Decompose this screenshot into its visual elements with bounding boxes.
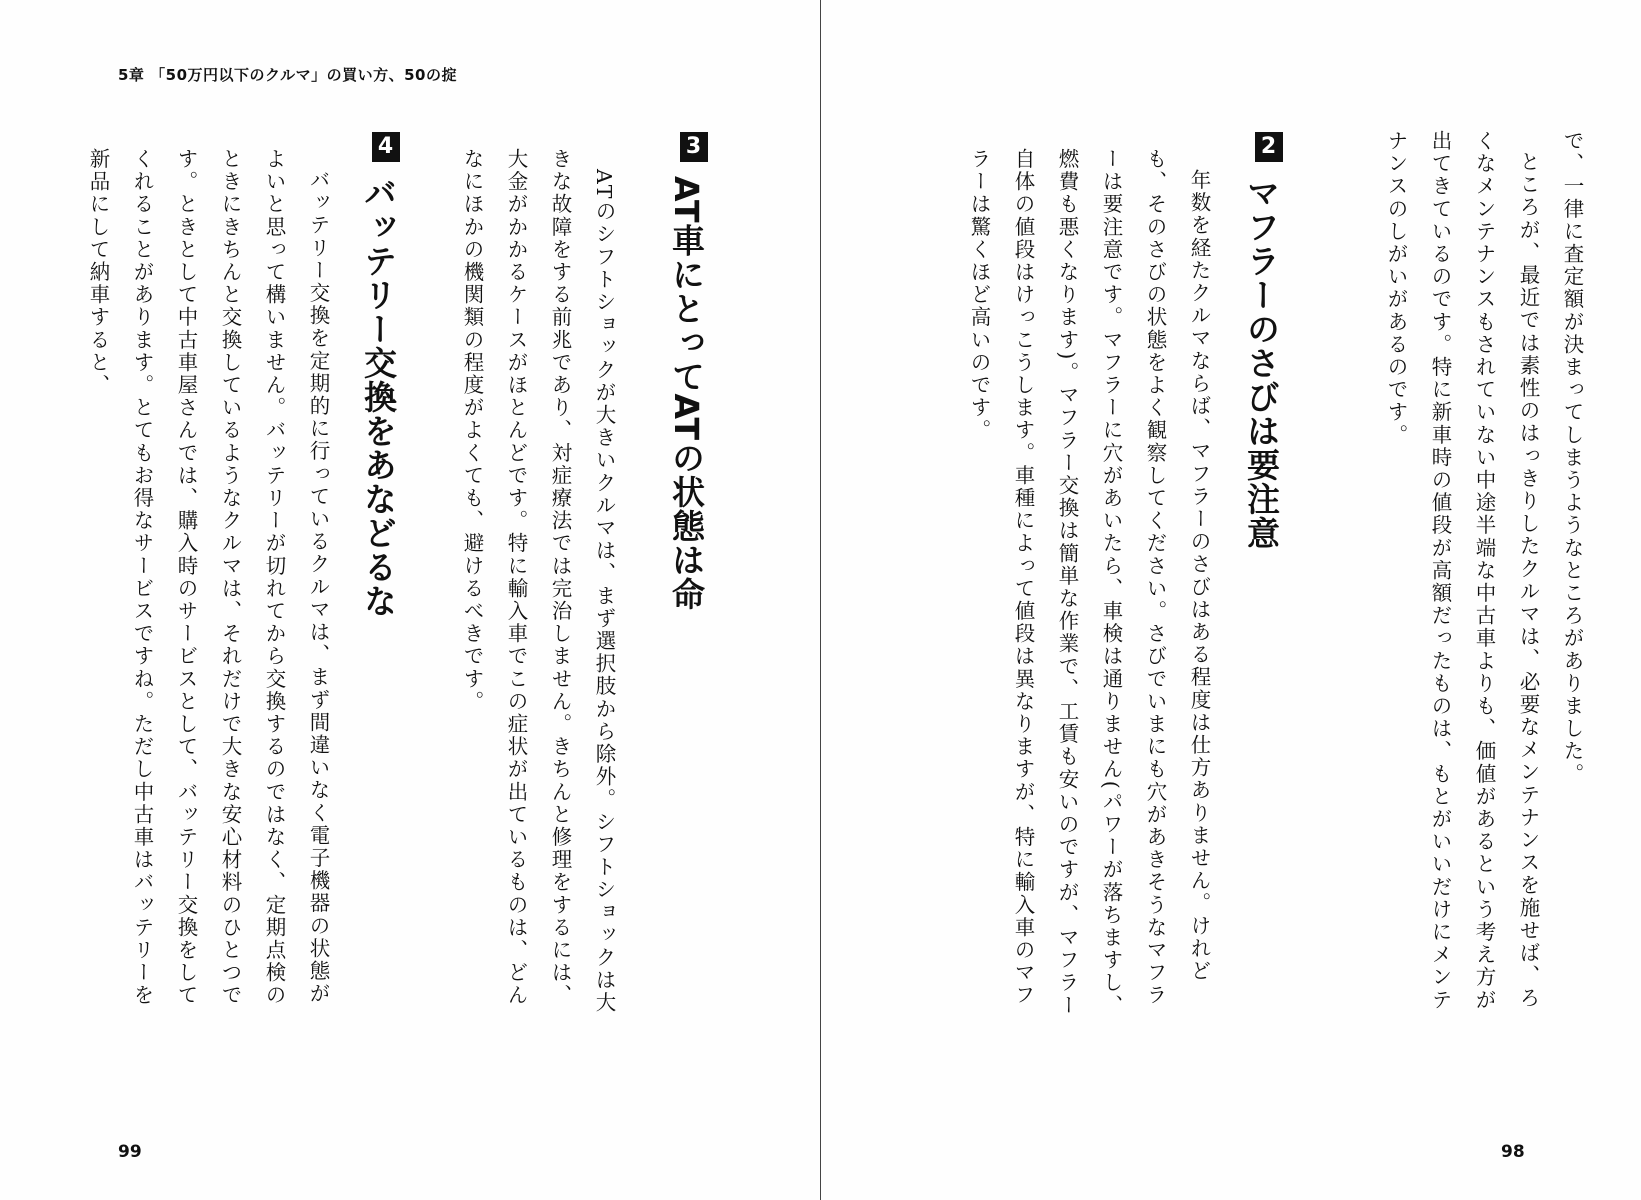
page-98	[821, 0, 1641, 1200]
section-3-number: 3	[680, 132, 708, 162]
section-4-title: バッテリー交換をあなどるな	[359, 176, 398, 618]
section-2-body	[909, 148, 1221, 1018]
section-4-paragraph: バッテリー交換を定期的に行っているクルマは、まず間違いなく電子機器の状態がよいと思って構いません。バッテリーが切れてから交換するのではなく、定期点検のときにきちんと交換しているようなクルマは、それだけで大きな安心材料のひとつです。ときとして中古車屋さんでは、購入時のサービスとして、バッテリー交換をしてくれることがあります。とてもお得なサービスですね。ただし中古車はバッテリーを新品にして納車すると、	[86, 148, 330, 1007]
page-number-98: 98	[1501, 1142, 1525, 1162]
intro-paragraph: ところが、最近では素性のはっきりしたクルマは、必要なメンテナンスを施せば、ろくなメンテナンスもされていない中途半端な中古車よりも、価値があるという考え方が出てきているのです。特に新車時の値段が高額だったものは、もとがいいだけにメンテナンスのしがいがあるのです。	[1384, 130, 1540, 1012]
page-number-99: 99	[118, 1142, 142, 1162]
section-4-body	[86, 148, 340, 1018]
section-2-number: 2	[1255, 132, 1283, 162]
section-3-heading	[664, 132, 708, 611]
section-2-paragraph: 年数を経たクルマならば、マフラーのさびはある程度は仕方ありません。けれども、そのさびの状態をよく観察してください。さびでいまにも穴があきそうなマフラーは要注意です。マフラーに穴があいたら、車検は通りません(パワーが落ちますし、燃費も悪くなります)。マフラー交換は簡単な作業で、工賃も安いのですが、マフラー自体の値段はけっこうします。車種によって値段は異なりますが、特に輸入車のマフラーは驚くほど高いのです。	[967, 148, 1211, 1017]
intro-continued-paragraph: で、一律に査定額が決まってしまうようなところがありました。	[1560, 130, 1584, 786]
section-3-body	[436, 148, 626, 1018]
section-2-title: マフラーのさびは要注意	[1242, 176, 1281, 550]
section-2-heading	[1239, 132, 1283, 550]
section-4-number: 4	[372, 132, 400, 162]
section-4-heading	[356, 132, 400, 618]
intro-body	[1318, 130, 1594, 1018]
section-3-title: AT車にとってATの状態は命	[667, 176, 706, 611]
running-head: 5章 「50万円以下のクルマ」の買い方、50の掟	[118, 66, 457, 84]
section-3-paragraph: ATのシフトショックが大きいクルマは、まず選択肢から除外。シフトショックは大きな故障をする前兆であり、対症療法では完治しません。きちんと修理をするには、大金がかかるケースがほとんどです。特に輸入車でこの症状が出ているものは、どんなにほかの機関類の程度がよくても、避けるべきです。	[460, 148, 616, 1014]
